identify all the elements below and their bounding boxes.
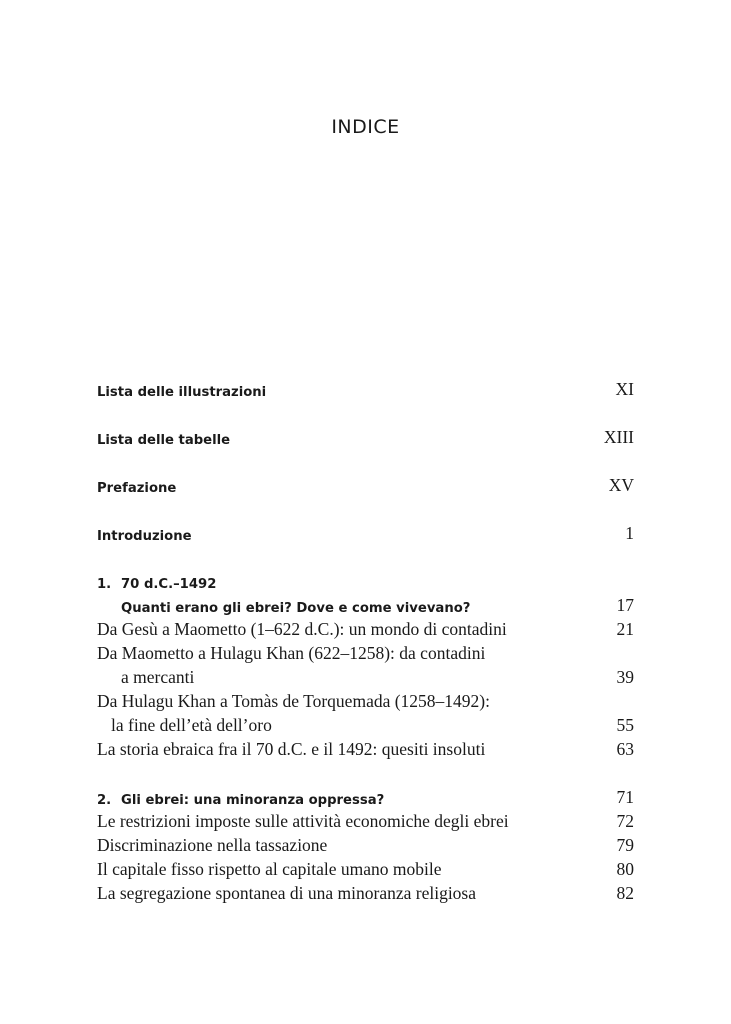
toc-section-label: Discriminazione nella tassazione [97, 835, 328, 855]
toc-entry-page: 17 [616, 595, 634, 615]
toc-entry-page: XI [615, 379, 634, 399]
toc-entry-page: 63 [616, 739, 634, 759]
chapter-number: 2. [97, 793, 112, 808]
toc-entry-page: 79 [616, 835, 634, 855]
toc-entry-page: 80 [616, 859, 634, 879]
toc-entry-illustrations[interactable] [97, 376, 634, 400]
chapter-1-heading[interactable] [97, 568, 634, 592]
toc-entry-introduction[interactable] [97, 520, 634, 544]
toc-entry-page: 72 [616, 811, 634, 831]
toc-section[interactable] [97, 616, 634, 640]
chapter-2-heading[interactable] [97, 784, 634, 808]
toc-entry-page: XIII [603, 427, 634, 447]
toc-section[interactable] [97, 832, 634, 856]
chapter-number: 1. [97, 577, 112, 592]
chapter-title: 70 d.C.–1492 [121, 577, 217, 592]
toc-section-label: Da Gesù a Maometto (1–622 d.C.): un mondo di contadini [97, 619, 507, 639]
toc-section-continued[interactable] [97, 712, 634, 736]
toc-entry-page: 55 [616, 715, 634, 735]
toc-entry-tables[interactable] [97, 424, 634, 448]
toc-section[interactable] [97, 736, 634, 760]
toc-section-label: Le restrizioni imposte sulle attività economiche degli ebrei [97, 811, 509, 831]
toc-entry-page: 82 [616, 883, 634, 903]
toc-section-label: La storia ebraica fra il 70 d.C. e il 1492: quesiti insoluti [97, 739, 486, 759]
toc-section-label-continued: a mercanti [121, 667, 195, 687]
toc-section-continued[interactable] [97, 664, 634, 688]
toc-section-label: Il capitale fisso rispetto al capitale umano mobile [97, 859, 442, 879]
toc-section[interactable] [97, 856, 634, 880]
toc-section-label-continued: la fine dell’età dell’oro [111, 715, 272, 735]
toc-section[interactable] [97, 880, 634, 904]
chapter-subtitle: Quanti erano gli ebrei? Dove e come vivevano? [121, 601, 471, 616]
toc-entry-page: 71 [616, 787, 634, 807]
toc-section-label: Da Hulagu Khan a Tomàs de Torquemada (1258–1492): [97, 691, 490, 711]
toc-entry-label: Introduzione [97, 529, 192, 544]
toc-entry-page: 39 [616, 667, 634, 687]
toc-section-label: La segregazione spontanea di una minoranza religiosa [97, 883, 477, 903]
chapter-1-subtitle[interactable] [97, 592, 634, 616]
toc-entry-page: 1 [625, 523, 634, 543]
toc-entry-preface[interactable] [97, 472, 634, 496]
toc-section[interactable] [97, 808, 634, 832]
toc-section-label: Da Maometto a Hulagu Khan (622–1258): da contadini [97, 643, 486, 663]
toc-entry-label: Prefazione [97, 481, 177, 496]
toc-entry-page: 21 [616, 619, 634, 639]
toc-section[interactable] [97, 688, 634, 712]
toc-entry-label: Lista delle illustrazioni [97, 385, 267, 400]
page-title: INDICE [331, 116, 400, 138]
toc-entry-label: Lista delle tabelle [97, 433, 231, 448]
toc-section[interactable] [97, 640, 634, 664]
chapter-title: Gli ebrei: una minoranza oppressa? [121, 793, 385, 808]
toc-entry-page: XV [608, 475, 634, 495]
